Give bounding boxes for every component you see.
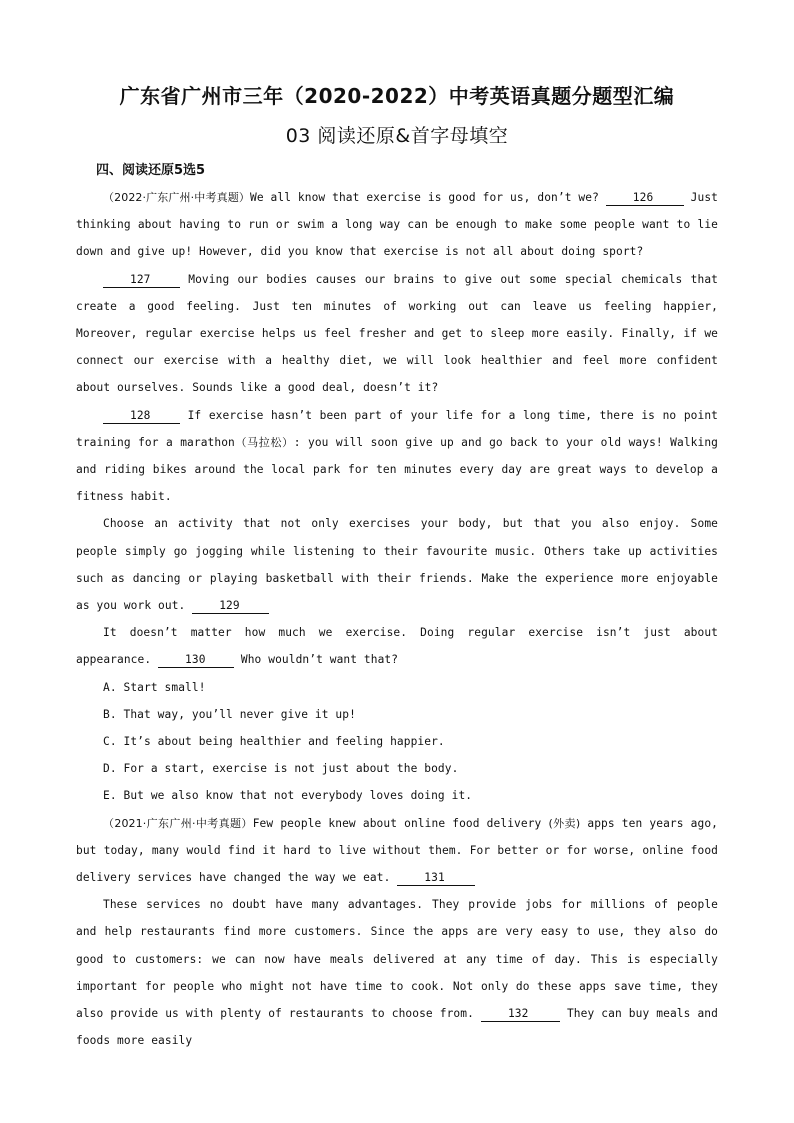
option-b: B. That way, you’ll never give it up! xyxy=(103,707,356,721)
passage1-paragraph-2: 127 Moving our bodies causes our brains to give out some special chemicals that create a good feeling. Just ten minutes of working out can leave us feeling happier, Moreover, regular exercise helps us feel fresher and get to sleep more easily. Finally, if we connect our exercise with a healthy diet, we will look healthier and feel more confident about ourselves. Sounds like a good deal, doesn’t it? xyxy=(76,272,718,395)
section-heading: 四、阅读还原5选5 xyxy=(96,163,206,178)
passage1-paragraph-5: It doesn’t matter how much we exercise. Doing regular exercise isn’t just about appearance. 130 Who wouldn’t want that? xyxy=(76,626,718,667)
document-title: 广东省广州市三年（2020-2022）中考英语真题分题型汇编 xyxy=(119,84,675,108)
passage1-paragraph-4: Choose an activity that not only exercises your body, but that you also enjoy. Some people simply go jogging while listening to their favourite music. Others take up activities such as dancing or playing basketball with their friends. Make the experience more enjoyable as you work out. 129 xyxy=(76,517,718,613)
blank-129: 129 xyxy=(192,599,269,614)
option-c: C. It’s about being healthier and feeling happier. xyxy=(103,735,445,749)
blank-128: 128 xyxy=(103,409,180,424)
blank-127: 127 xyxy=(103,273,180,288)
option-a: A. Start small! xyxy=(103,680,206,694)
document-body xyxy=(76,184,718,1055)
blank-126: 126 xyxy=(606,191,684,206)
passage2-paragraph-1: （2021·广东广州·中考真题）Few people knew about online food delivery (外卖) apps ten years ago, but today, many would find it hard to live without them. For better or for worse, online food delivery services have changed the way we eat. 131 xyxy=(76,816,719,885)
passage2-paragraph-2: These services no doubt have many advantages. They provide jobs for millions of people and help restaurants find more customers. Since the apps are very easy to use, they also do good to customers: we can now have meals delivered at any time of day. This is especially important for people who might not have time to cook. Not only do these apps save time, they also provide us with plenty of restaurants to choose from. 132 They can buy meals and foods more easily xyxy=(76,898,718,1048)
passage2-source: （2021·广东广州·中考真题） xyxy=(103,816,253,830)
passage1-source: （2022·广东广州·中考真题） xyxy=(103,191,250,204)
option-d: D. For a start, exercise is not just about the body. xyxy=(103,762,459,776)
document-subtitle: 03 阅读还原&首字母填空 xyxy=(285,125,509,147)
blank-130: 130 xyxy=(158,653,234,668)
option-e: E. But we also know that not everybody loves doing it. xyxy=(103,789,473,803)
passage1-paragraph-3: 128 If exercise hasn’t been part of your life for a long time, there is no point training for a marathon（马拉松）: you will soon give up and go back to your old ways! Walking and riding bikes around the local park for ten minutes every day are great ways to develop a fitness habit. xyxy=(76,408,719,504)
passage1-paragraph-1: （2022·广东广州·中考真题）We all know that exercise is good for us, don’t we? 126 Just thinking about having to run or swim a long way can be enough to make some people want to lie down and give up! However, did you know that exercise is not all about doing sport? xyxy=(76,191,719,259)
blank-131: 131 xyxy=(397,871,475,886)
blank-132: 132 xyxy=(481,1007,560,1022)
